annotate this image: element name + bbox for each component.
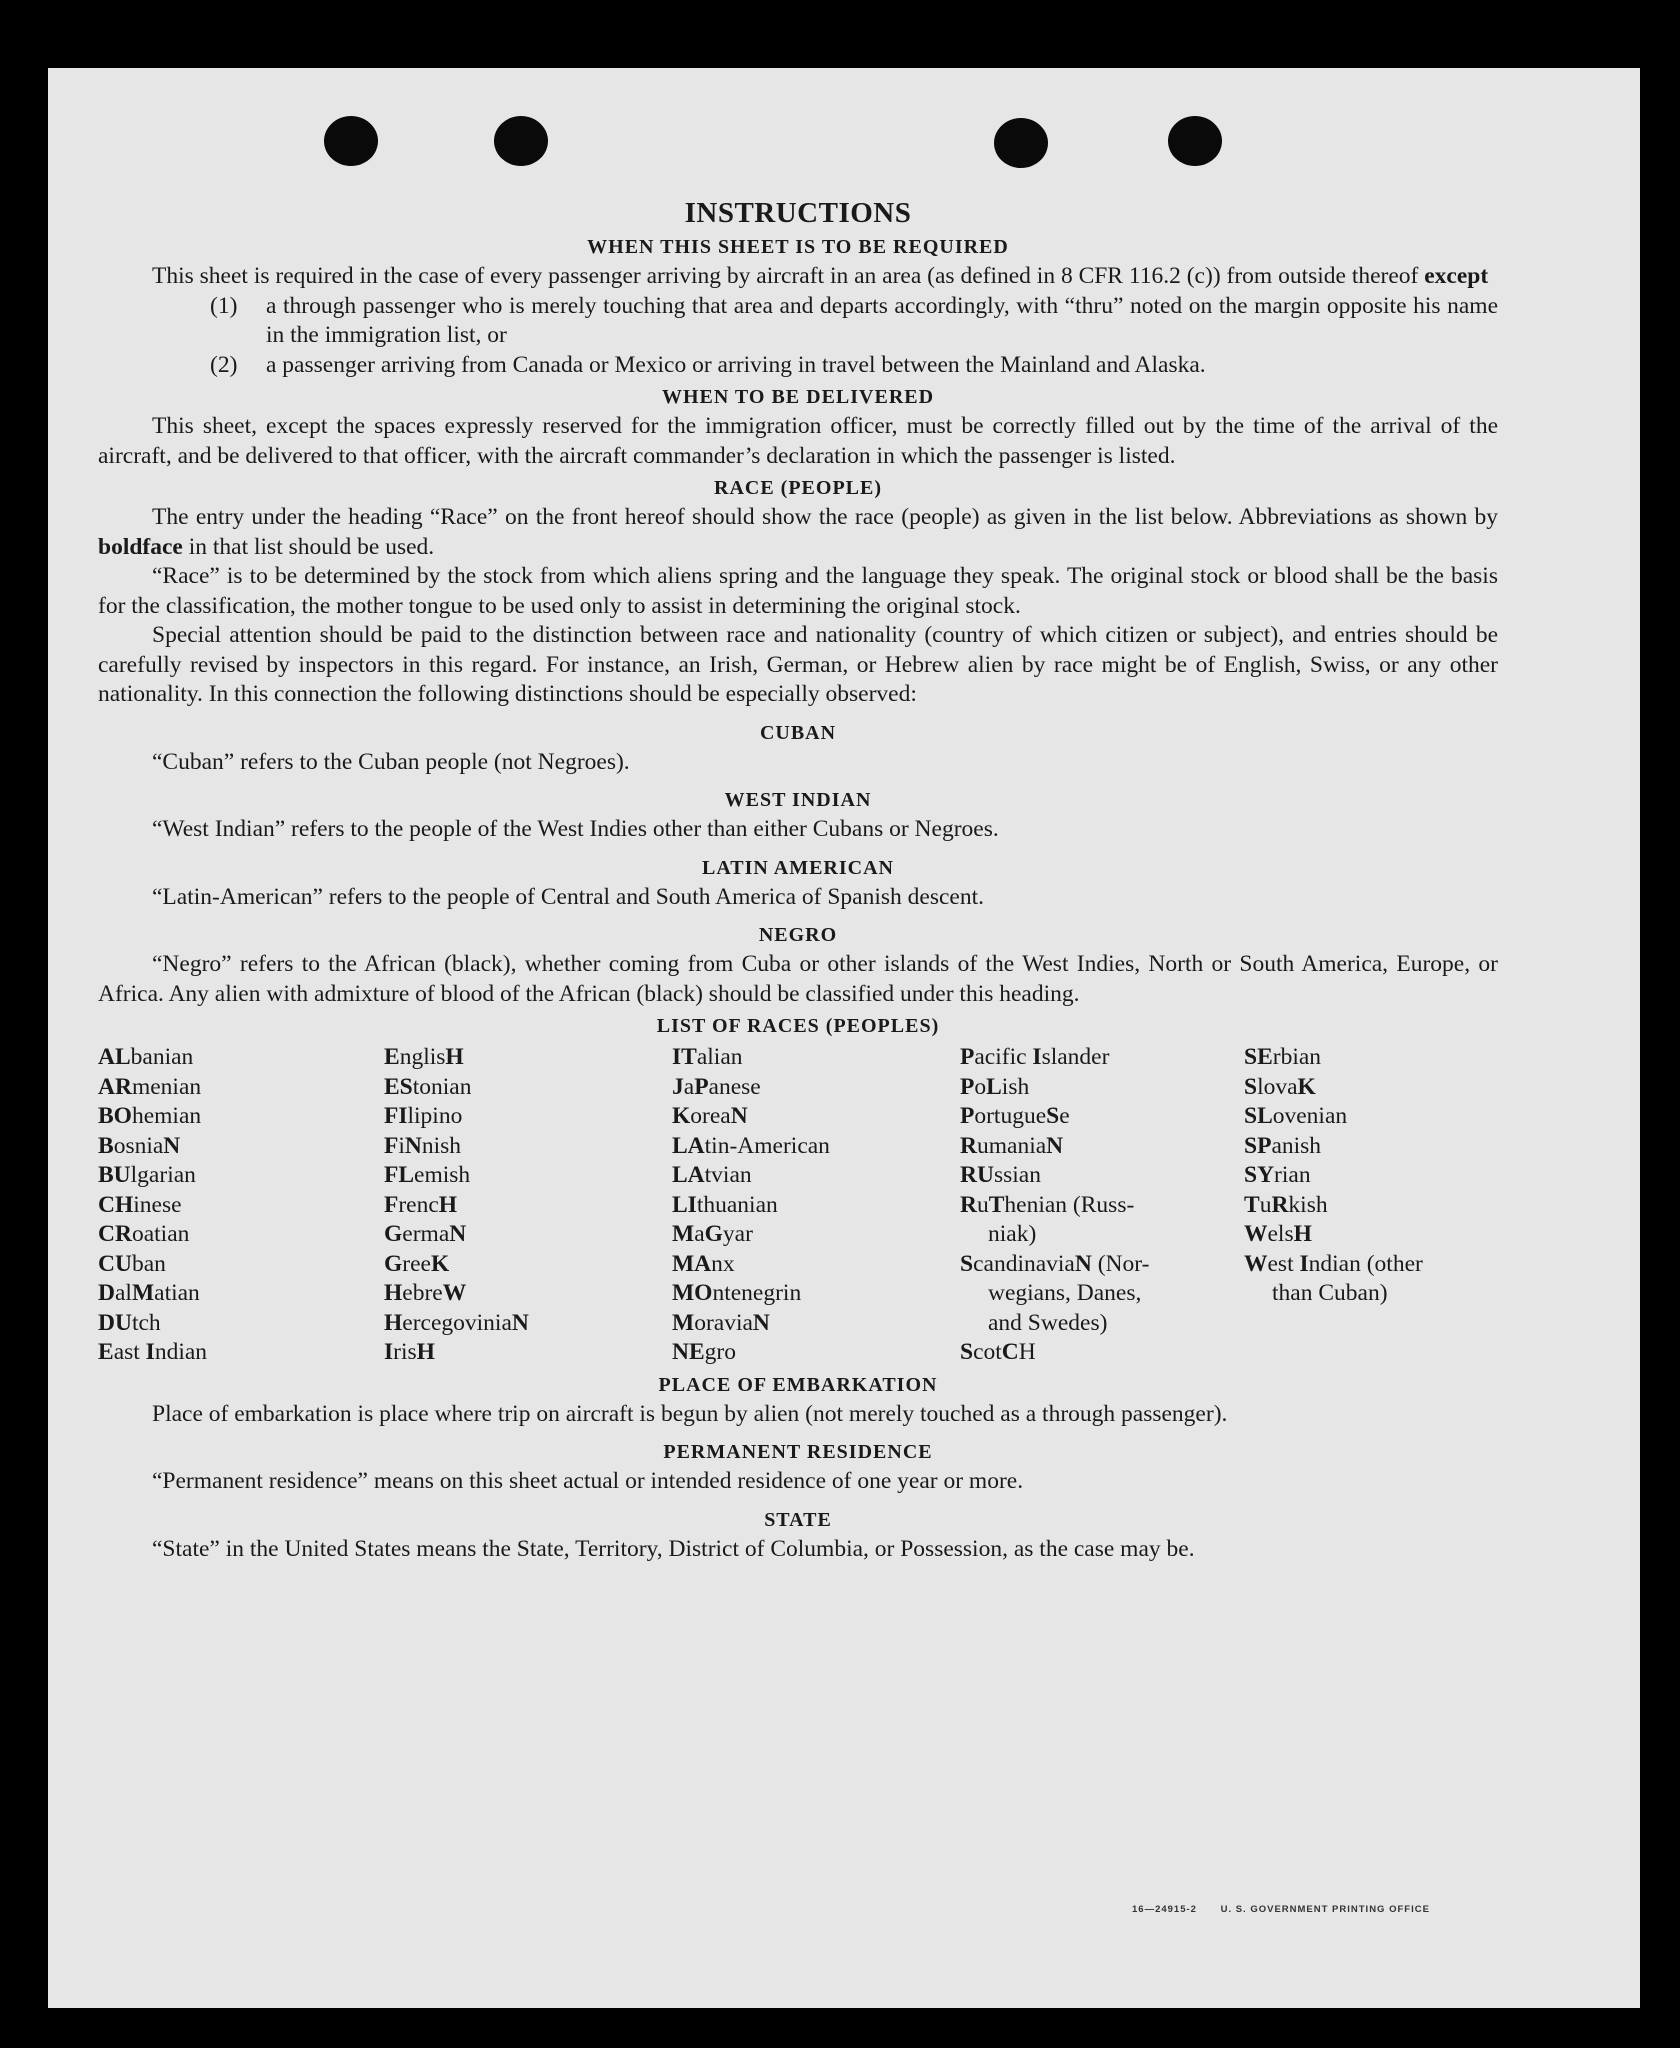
race-entry: EStonian xyxy=(384,1073,472,1100)
race-entry: TuRkish xyxy=(1244,1191,1328,1218)
instructions-body xyxy=(98,196,1498,1564)
race-entry: MoraviaN xyxy=(672,1309,770,1336)
race-entry: LAtvian xyxy=(672,1162,752,1188)
heading-permanent-residence: PERMANENT RESIDENCE xyxy=(663,1441,933,1463)
punch-hole xyxy=(994,118,1048,168)
race-entry: and Swedes) xyxy=(988,1309,1108,1336)
race-entry: RumaniaN xyxy=(960,1132,1064,1159)
race-entry: SLovenian xyxy=(1244,1103,1348,1129)
west-indian-text: “West Indian” refers to the people of the West Indies other than either Cubans or Negroes. xyxy=(152,816,999,842)
race-entry: ARmenian xyxy=(98,1073,202,1100)
punch-hole xyxy=(324,116,378,166)
race-entry: LIthuanian xyxy=(672,1191,778,1218)
race-column xyxy=(384,1043,672,1368)
race-entry: BosniaN xyxy=(98,1132,181,1159)
race-entry: BUlgarian xyxy=(98,1162,196,1188)
race-entry: SlovaK xyxy=(1244,1073,1316,1100)
list-item: (1) a through passenger who is merely touching that area and departs accordingly, with “thru” noted on the margin opposite his name in the immigration list, or xyxy=(210,292,1498,348)
heading-west-indian: WEST INDIAN xyxy=(724,789,872,811)
heading-negro: NEGRO xyxy=(758,924,838,946)
race-entry: NEgro xyxy=(672,1339,736,1365)
race-entry: DUtch xyxy=(98,1309,161,1336)
race-entry: SYrian xyxy=(1244,1162,1311,1188)
race-paragraph-2: “Race” is to be determined by the stock from which aliens spring and the language they speak. The original stock or blood shall be the basis for the classification, the mother tongue to be used only to assist in determining the original stock. xyxy=(98,563,1498,619)
race-paragraph-1: The entry under the heading “Race” on the front hereof should show the race (people) as given in the list below. Abbreviations as shown by boldface in that list should be used. xyxy=(98,504,1498,560)
race-entry: CRoatian xyxy=(98,1221,190,1247)
residence-text: “Permanent residence” means on this sheet actual or intended residence of one year or more. xyxy=(152,1468,1024,1494)
race-entry: ITalian xyxy=(672,1044,743,1070)
race-entry: SPanish xyxy=(1244,1132,1322,1159)
race-entry: DalMatian xyxy=(98,1280,200,1306)
race-entry: RUssian xyxy=(960,1162,1041,1188)
race-entry: GreeK xyxy=(384,1250,450,1277)
page-title: INSTRUCTIONS xyxy=(684,197,912,229)
race-entry: CHinese xyxy=(98,1191,182,1218)
race-column xyxy=(98,1043,384,1368)
race-entry: HercegoviniaN xyxy=(384,1309,529,1336)
race-entry: CUban xyxy=(98,1250,166,1277)
race-column xyxy=(672,1043,960,1368)
race-entry: HebreW xyxy=(384,1280,467,1306)
race-entry: FLemish xyxy=(384,1162,471,1188)
race-entry: BOhemian xyxy=(98,1103,202,1129)
latin-american-text: “Latin-American” refers to the people of Central and South America of Spanish descent. xyxy=(152,883,985,910)
race-entry: LAtin-American xyxy=(672,1132,830,1159)
heading-delivered: WHEN TO BE DELIVERED xyxy=(661,386,935,408)
heading-state: STATE xyxy=(764,1508,832,1531)
race-entry: MOntenegrin xyxy=(672,1280,802,1306)
negro-text: “Negro” refers to the African (black), whether coming from Cuba or other islands of the West Indies, North or South America, Europe, or Africa. Any alien with admixture of blood of the African (black) should be classified under this heading. xyxy=(98,951,1498,1007)
heading-latin-american: LATIN AMERICAN xyxy=(702,856,894,879)
race-entry: JaPanese xyxy=(672,1073,761,1100)
race-entry: RuThenian (Russ- xyxy=(960,1191,1135,1218)
race-entry: PoLish xyxy=(960,1073,1030,1100)
state-text: “State” in the United States means the State, Territory, District of Columbia, or Possession, as the case may be. xyxy=(152,1535,1195,1562)
form-footer xyxy=(1132,1904,1450,1915)
delivered-text: This sheet, except the spaces expressly reserved for the immigration officer, must be correctly filled out by the time of the arrival of the aircraft, and be delivered to that officer, with the aircraft commander’s declaration in which the passenger is listed. xyxy=(98,413,1498,469)
heading-cuban: CUBAN xyxy=(759,721,837,744)
race-entry: West Indian (other xyxy=(1244,1250,1423,1277)
punch-hole xyxy=(1168,116,1222,166)
race-entry: KoreaN xyxy=(672,1103,748,1129)
race-entry: FiNnish xyxy=(384,1132,462,1159)
race-entry: MAnx xyxy=(672,1250,735,1277)
list-item: (2) a passenger arriving from Canada or Mexico or arriving in travel between the Mainland and Alaska. xyxy=(210,351,1206,378)
race-entry: Pacific Islander xyxy=(960,1044,1110,1070)
race-entry: East Indian xyxy=(98,1339,208,1365)
race-entry: PortugueSe xyxy=(960,1103,1070,1129)
race-entry: GermaN xyxy=(384,1221,467,1247)
embarkation-text: Place of embarkation is place where trip on aircraft is begun by alien (not merely touched as a through passenger). xyxy=(152,1400,1228,1427)
race-paragraph-3: Special attention should be paid to the distinction between race and nationality (country of which citizen or subject), and entries should be carefully revised by inspectors in this regard. For instance, an Irish, German, or Hebrew alien by race might be of English, Swiss, or any other nationality. In this connection the following distinctions should be especially observed: xyxy=(98,622,1498,707)
race-entry: ScotCH xyxy=(960,1339,1036,1365)
heading-embarkation: PLACE OF EMBARKATION xyxy=(658,1373,938,1396)
punch-hole xyxy=(494,116,548,166)
form-number: 16—24915-2 xyxy=(1132,1904,1197,1915)
race-entry: WelsH xyxy=(1244,1221,1312,1247)
race-entry: niak) xyxy=(988,1221,1037,1247)
race-entry: SErbian xyxy=(1244,1044,1322,1070)
race-entry: than Cuban) xyxy=(1272,1280,1388,1306)
race-entry: EnglisH xyxy=(384,1044,464,1070)
race-column xyxy=(960,1043,1244,1368)
race-entry: ALbanian xyxy=(98,1044,194,1070)
cuban-text: “Cuban” refers to the Cuban people (not Negroes). xyxy=(152,748,630,775)
required-intro: This sheet is required in the case of every passenger arriving by aircraft in an area (as defined in 8 CFR 116.2 (c)) from outside thereof except xyxy=(152,263,1489,289)
race-entry: ScandinaviaN (Nor- xyxy=(960,1250,1150,1277)
printer-imprint: U. S. GOVERNMENT PRINTING OFFICE xyxy=(1220,1904,1430,1915)
race-entry: FIlipino xyxy=(384,1103,463,1129)
race-entry: MaGyar xyxy=(672,1221,753,1247)
race-entry: IrisH xyxy=(384,1339,435,1365)
race-entry: wegians, Danes, xyxy=(988,1280,1142,1306)
races-list xyxy=(98,1043,1498,1368)
race-column xyxy=(1244,1043,1498,1368)
heading-list-of-races: LIST OF RACES (PEOPLES) xyxy=(656,1015,940,1037)
race-entry: FrencH xyxy=(384,1191,458,1218)
heading-required: WHEN THIS SHEET IS TO BE REQUIRED xyxy=(587,236,1009,258)
heading-race: RACE (PEOPLE) xyxy=(714,477,882,499)
